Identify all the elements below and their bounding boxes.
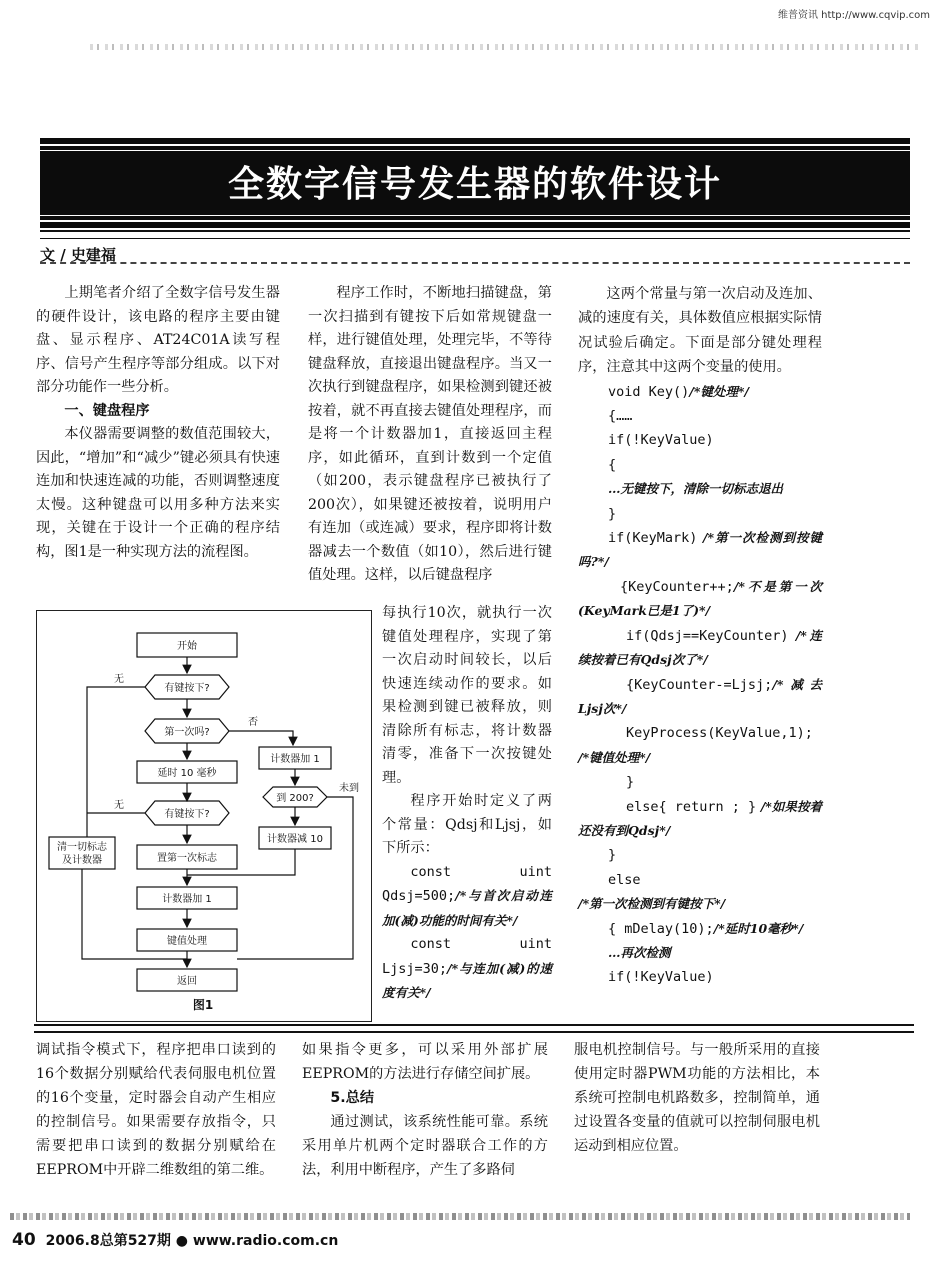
code-line: } <box>608 847 617 864</box>
code-line: { mDelay(10); <box>608 920 714 937</box>
label-not-reach: 未到 <box>339 783 359 794</box>
label-counter-add-right: 计数器加 1 <box>270 754 320 765</box>
author-byline: 文 / 史建福 <box>40 246 116 264</box>
paragraph: 上期笔者介绍了全数字信号发生器的硬件设计，该电路的程序主要由键盘、显示程序、AT24C01A读写程序、信号产生程序等部分组成。以下对部分功能作一些分析。 <box>36 285 280 395</box>
label-key-pressed-2: 有键按下? <box>164 809 210 820</box>
code-comment: /*第一次检测到按键吗?*/ <box>578 530 822 570</box>
code-comment: /*连续按着已有Qdsj次了*/ <box>578 627 822 668</box>
code-comment: /*减去Ljsj次*/ <box>578 676 822 716</box>
title-rule <box>40 230 910 239</box>
paragraph: 服电机控制信号。与一般所采用的直接使用定时器PWM功能的方法相比，本系统可控制电机路数多，控制简单，通过设置各变量的值就可以控制伺服电机运动到相应位置。 <box>574 1042 820 1154</box>
label-start: 开始 <box>177 641 197 652</box>
code-line: } <box>626 774 635 791</box>
code-comment: …再次检测 <box>608 944 671 960</box>
column-1 <box>36 282 280 564</box>
label-return: 返回 <box>177 976 197 987</box>
label-delay: 延时 10 毫秒 <box>157 768 217 779</box>
code-comment: /*如果按着还没有到Qdsj*/ <box>578 798 823 838</box>
page-footer <box>12 1230 338 1250</box>
paragraph: 本仪器需要调整的数值范围较大，因此，“增加”和“减少”键必须具有快速连加和快速连减的功能，否则调整速度太慢。这种键盘可以用多种方法来实现，关键在于设计一个正确的程序结构，图1是一种实现方法的流程图。 <box>36 426 280 560</box>
code-line: if(Qdsj==KeyCounter) <box>626 627 789 644</box>
code-line: if(KeyMark) <box>608 530 698 547</box>
code-comment: /*键值处理*/ <box>578 749 651 765</box>
code-comment: …无键按下，清除一切标志退出 <box>608 481 784 497</box>
paragraph: 通过测试，该系统性能可靠。系统采用单片机两个定时器联合工作的方法，利用中断程序，产生了多路伺 <box>302 1114 548 1178</box>
bottom-column-3 <box>574 1038 820 1158</box>
flowchart-svg <box>37 611 371 995</box>
code-line: } <box>608 505 617 522</box>
scan-noise-top <box>90 44 920 50</box>
code-line: else <box>608 871 641 888</box>
label-clear-2: 及计数器 <box>62 855 102 866</box>
label-reach-200: 到 200? <box>276 793 314 804</box>
label-set-first: 置第一次标志 <box>157 853 217 864</box>
label-clear: 清一切标志 <box>57 842 107 853</box>
code-line: else{ return ; } <box>626 798 757 815</box>
issue-info: 2006.8总第527期 ● www.radio.com.cn <box>45 1233 339 1249</box>
code-comment: /*延时10毫秒*/ <box>713 920 804 936</box>
label-no-2: 无 <box>114 800 124 811</box>
section-heading: 5.总结 <box>330 1090 375 1106</box>
paragraph: 这两个常量与第一次启动及连加、减的速度有关，具体数值应根据实际情况试验后确定。下面是部分键处理程序，注意其中这两个变量的使用。 <box>578 286 822 376</box>
bottom-column-2 <box>302 1038 548 1182</box>
code-line: if(!KeyValue) <box>608 432 714 449</box>
code-line: {KeyCounter-=Ljsj; <box>626 676 773 693</box>
section-separator <box>34 1024 914 1033</box>
watermark: 维普资讯 http://www.cqvip.com <box>777 10 930 21</box>
section-heading: 一、键盘程序 <box>64 402 150 419</box>
label-first-time: 第一次吗? <box>164 727 210 738</box>
code-comment: /*与首次启动连加(减)功能的时间有关*/ <box>382 888 552 928</box>
dashed-divider <box>40 262 910 264</box>
column-2-upper <box>308 282 552 588</box>
label-no: 否 <box>248 717 258 728</box>
code-line: { <box>608 456 617 473</box>
code-line: if(!KeyValue) <box>608 969 714 986</box>
scan-noise-bottom <box>10 1213 910 1220</box>
code-line: {…… <box>608 408 633 425</box>
column-2-lower <box>382 602 552 1006</box>
figure-caption: 图1 <box>192 998 214 1012</box>
code-line: void Key() <box>608 383 690 400</box>
label-no-1: 无 <box>114 674 124 685</box>
flowchart-figure <box>36 610 372 1022</box>
column-3 <box>578 282 822 990</box>
paragraph: 程序开始时定义了两个常量：Qdsj和Ljsj，如下所示： <box>382 793 552 856</box>
code-line: KeyProcess(KeyValue,1); <box>626 725 813 742</box>
label-counter-add: 计数器加 1 <box>162 894 212 905</box>
code-comment: /*键处理*/ <box>689 383 749 399</box>
code-line: {KeyCounter++; <box>620 578 734 595</box>
paragraph: 程序工作时，不断地扫描键盘，第一次扫描到有键按下后如常规键盘一样，进行键值处理，处理完毕，不等待键盘释放，直接退出键盘程序。当又一次执行到键盘程序，如果检测到键还被按着，就不再直接去键值处理程序，而是将一个计数器加1，直接返回主程序，如此循环，直到计数到一个定值（如200，表示键盘程序已被执行了200次），如果键还被按着，说明用户有连加（或连减）要求，程序即将计数器减去一个数值（如10），然后进行键值处理。这样，以后键盘程序 <box>308 285 552 583</box>
code-comment: /*不是第一次(KeyMark已是1了)*/ <box>578 578 822 619</box>
title-banner <box>40 138 910 228</box>
paragraph: 如果指令更多，可以采用外部扩展EEPROM的方法进行存储空间扩展。 <box>302 1042 548 1082</box>
article-title: 全数字信号发生器的软件设计 <box>227 164 722 205</box>
code-const-ljsj: const uint Ljsj=30; <box>382 936 552 977</box>
page-number: 40 <box>12 1230 36 1250</box>
label-key-process: 键值处理 <box>167 936 207 947</box>
code-comment: /*第一次检测到有键按下*/ <box>578 896 726 912</box>
label-counter-sub: 计数器减 10 <box>267 834 323 845</box>
code-const-qdsj: const uint Qdsj=500; <box>382 863 552 904</box>
code-comment: /*与连加(减)的速度有关*/ <box>382 960 552 1000</box>
label-key-pressed: 有键按下? <box>164 683 210 694</box>
bottom-column-1 <box>36 1038 276 1182</box>
paragraph: 每执行10次，就执行一次键值处理程序，实现了第一次启动时间较长，以后快速连续动作的要求。如果检测到键已被释放，则清除所有标志，将计数器清零，准备下一次按键处理。 <box>382 605 552 786</box>
paragraph: 调试指令模式下，程序把串口读到的16个数据分别赋给代表伺服电机位置的16个变量，定时器会自动产生相应的控制信号。如果需要存放指令，只需要把串口读到的数据分别赋给在EEPROM中开辟二维数组的第二维。 <box>36 1042 276 1178</box>
